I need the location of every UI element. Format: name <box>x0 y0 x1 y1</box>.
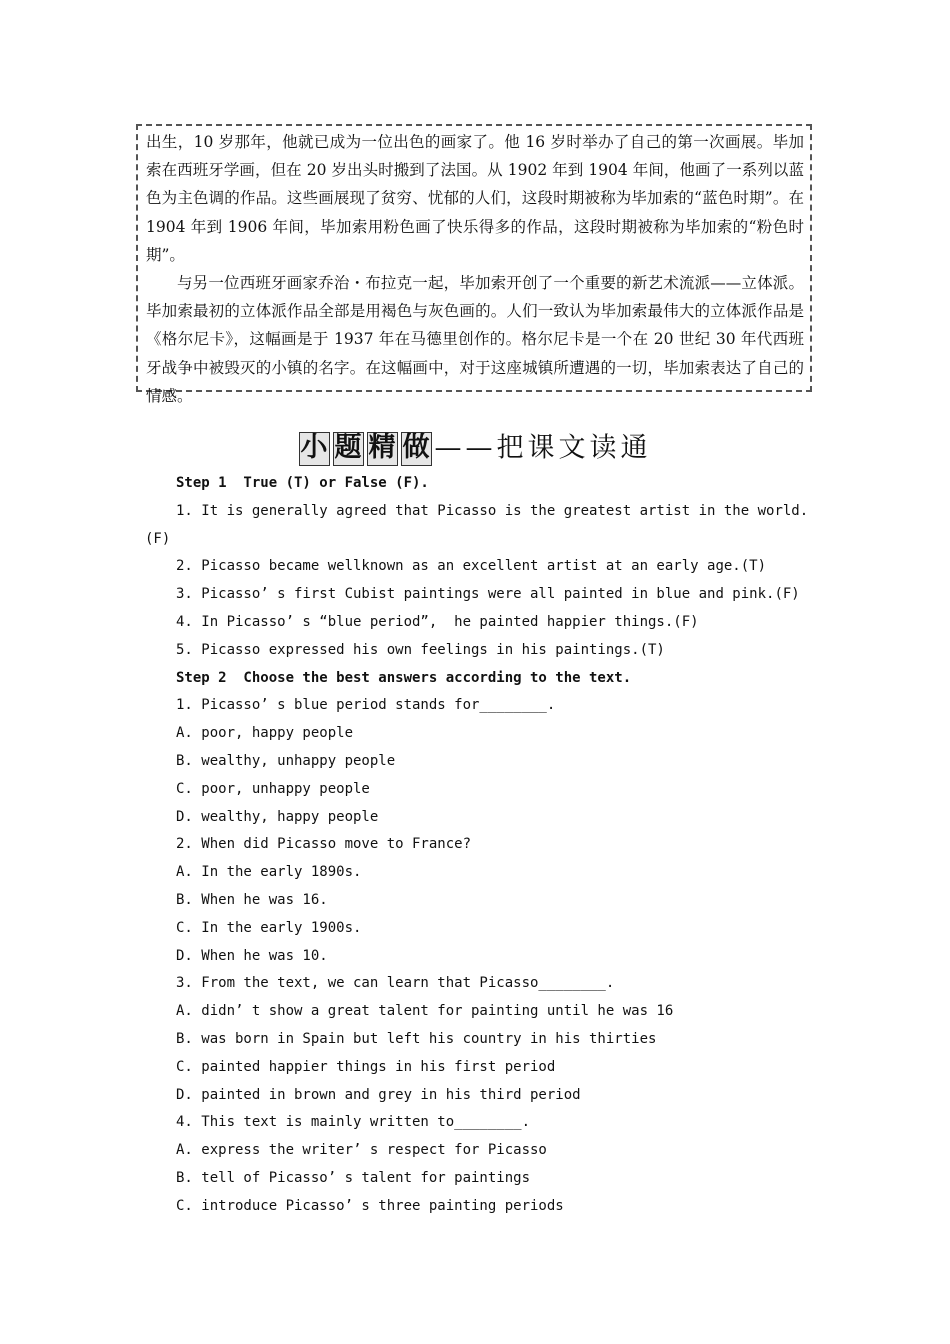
q3-option-d: D. painted in brown and grey in his third period <box>176 1086 581 1103</box>
step1-item-4: 4. In Picasso’ s “blue period”, he painted happier things.(F) <box>176 613 699 630</box>
q1-option-d: D. wealthy, happy people <box>176 808 379 825</box>
q2-option-c: C. In the early 1900s. <box>176 919 362 936</box>
section-heading <box>0 428 950 469</box>
q2-option-b: B. When he was 16. <box>176 891 328 908</box>
q2-option-d: D. When he was 10. <box>176 947 328 964</box>
q4-option-a: A. express the writer’ s respect for Picasso <box>176 1142 547 1159</box>
passage-paragraph-1: 出生，10 岁那年，他就已成为一位出色的画家了。他 16 岁时举办了自己的第一次画展。毕加索在西班牙学画，但在 20 岁出头时搬到了法国。从 1902 年到 1904 年间，他画了一系列以蓝色为主色调的作品。这些画展现了贫穷、忧郁的人们，这段时期被称为毕加索的“蓝色时期”。在 1904 年到 1906 年间，毕加索用粉色画了快乐得多的作品，这段时期被称为毕加索的“粉色时期”。 <box>146 133 804 264</box>
heading-char-4: 做 <box>401 432 432 466</box>
q3-option-a: A. didn’ t show a great talent for painting until he was 16 <box>176 1003 674 1020</box>
step1-title: Step 1 True (T) or False (F). <box>176 475 429 491</box>
step1-item-1-answer: (F) <box>145 530 171 547</box>
heading-char-2: 题 <box>333 432 364 466</box>
question-2: 2. When did Picasso move to France? <box>176 836 472 853</box>
step1-item-2: 2. Picasso became wellknown as an excellent artist at an early age.(T) <box>176 558 767 575</box>
step1-item-1: 1. It is generally agreed that Picasso is the greatest artist in the world. <box>176 502 809 519</box>
question-3: 3. From the text, we can learn that Picasso________. <box>176 975 615 992</box>
step1-item-3: 3. Picasso’ s first Cubist paintings were all painted in blue and pink.(F) <box>176 586 800 603</box>
question-1: 1. Picasso’ s blue period stands for________. <box>176 697 556 714</box>
heading-subtitle: ——把课文读通 <box>434 432 652 464</box>
q4-option-c: C. introduce Picasso’ s three painting periods <box>176 1197 564 1214</box>
step1-item-5: 5. Picasso expressed his own feelings in his paintings.(T) <box>176 641 665 658</box>
heading-char-1: 小 <box>299 432 330 466</box>
passage-translation-box <box>136 124 812 405</box>
heading-char-3: 精 <box>367 432 398 466</box>
q3-option-b: B. was born in Spain but left his country in his thirties <box>176 1030 657 1047</box>
q3-option-c: C. painted happier things in his first period <box>176 1058 556 1075</box>
q2-option-a: A. In the early 1890s. <box>176 864 362 881</box>
exercise-body <box>146 470 812 1221</box>
question-4: 4. This text is mainly written to________. <box>176 1114 531 1131</box>
q4-option-b: B. tell of Picasso’ s talent for paintings <box>176 1169 531 1186</box>
step2-title: Step 2 Choose the best answers according to the text. <box>176 669 632 686</box>
q1-option-b: B. wealthy, unhappy people <box>176 752 396 769</box>
q1-option-a: A. poor, happy people <box>176 725 354 742</box>
passage-paragraph-2: 与另一位西班牙画家乔治・布拉克一起，毕加索开创了一个重要的新艺术流派——立体派。毕加索最初的立体派作品全部是用褐色与灰色画的。人们一致认为毕加索最伟大的立体派作品是《格尔尼卡》，这幅画是于 1937 年在马德里创作的。格尔尼卡是一个在 20 世纪 30 年代西班牙战争中被毁灭的小镇的名字。在这幅画中，对于这座城镇所遭遇的一切，毕加索表达了自己的情感。 <box>146 274 804 405</box>
q1-option-c: C. poor, unhappy people <box>176 780 370 797</box>
